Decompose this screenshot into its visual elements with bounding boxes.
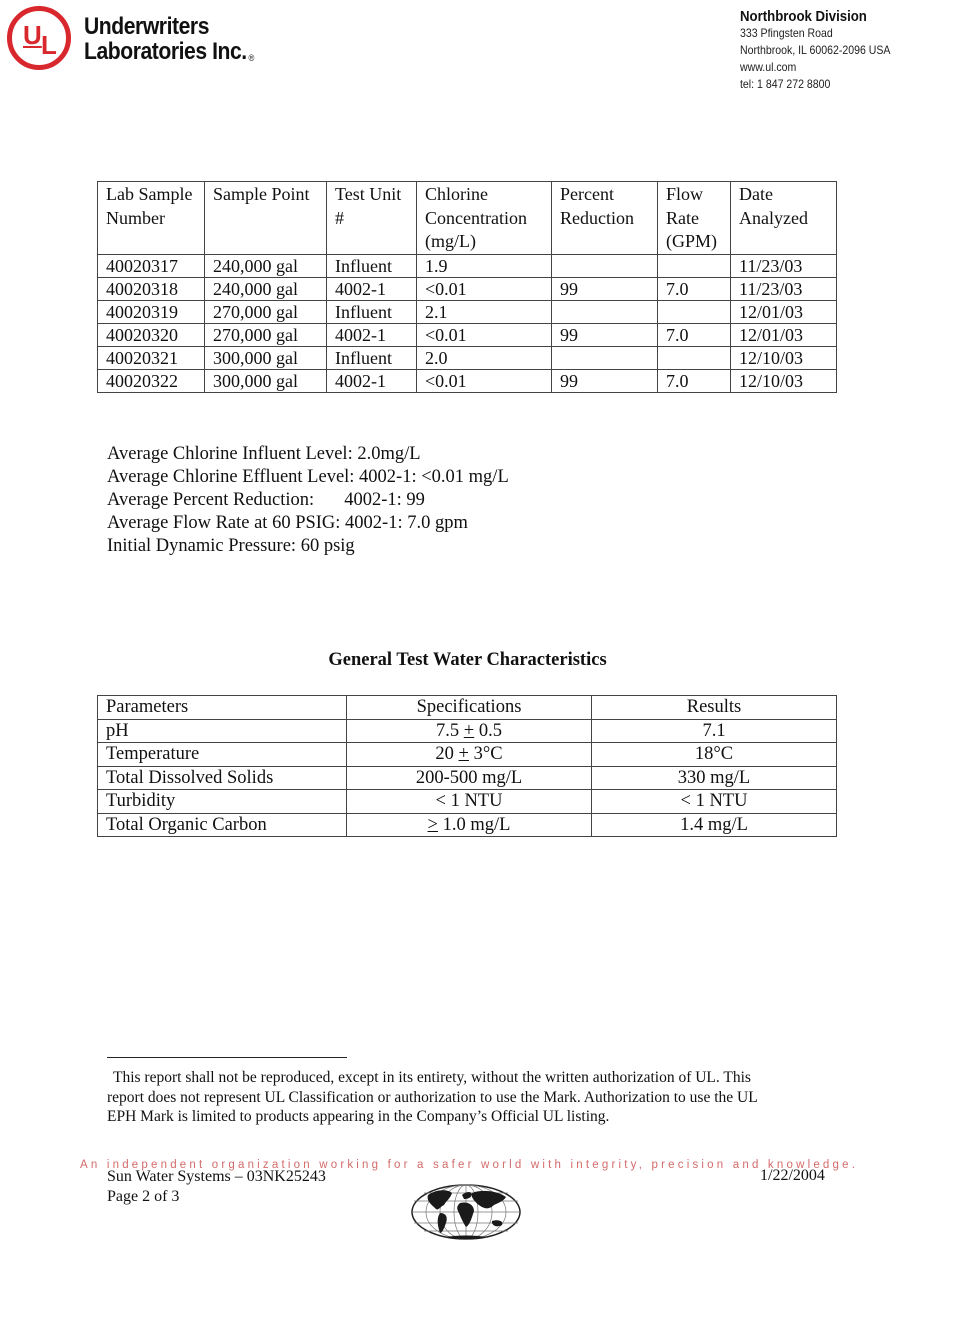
cell-specification (347, 766, 592, 790)
cell-reduction: 99 (552, 369, 658, 392)
spec-text: 0.5 (474, 720, 502, 741)
cell-date: 12/01/03 (731, 323, 837, 346)
division-phone: tel: 1 847 272 8800 (740, 77, 831, 91)
cell-lab-sample: 40020322 (98, 369, 205, 392)
col-parameters: Parameters (98, 696, 347, 720)
spec-text: 20 (435, 744, 459, 764)
col-flow-rate: Flow Rate (GPM) (658, 182, 731, 255)
footnote-divider (107, 1057, 347, 1058)
table-row (98, 743, 837, 767)
cell-sample-point: 270,000 gal (205, 300, 327, 323)
cell-chlorine: 1.9 (417, 254, 552, 277)
cell-lab-sample: 40020319 (98, 300, 205, 323)
ul-tagline: An independent organization working for a safer world with integrity, precision and knowledge. (80, 1159, 859, 1171)
spec-text: 1.0 mg/L (437, 814, 511, 835)
cell-chlorine: <0.01 (417, 369, 552, 392)
table-header-row (98, 696, 837, 720)
table-row (98, 300, 837, 323)
cell-result: 7.1 (592, 719, 837, 743)
cell-lab-sample: 40020317 (98, 254, 205, 277)
col-sample-point: Sample Point (205, 182, 327, 255)
cell-parameter: pH (98, 719, 347, 743)
cell-flow-rate (658, 254, 731, 277)
table-row (98, 766, 837, 790)
cell-lab-sample: 40020318 (98, 277, 205, 300)
summary-flow: Average Flow Rate at 60 PSIG: 4002-1: 7.0 gpm (107, 513, 468, 533)
cell-result: 330 mg/L (592, 766, 837, 790)
table-row (98, 346, 837, 369)
water-characteristics-title: General Test Water Characteristics (328, 650, 607, 670)
ul-logo (7, 6, 71, 70)
table-row (98, 790, 837, 814)
division-address-line-2: Northbrook, IL 60062-2096 USA (740, 43, 891, 57)
cell-sample-point: 270,000 gal (205, 323, 327, 346)
cell-flow-rate: 7.0 (658, 323, 731, 346)
cell-parameter: Temperature (98, 743, 347, 767)
cell-parameter: Total Dissolved Solids (98, 766, 347, 790)
cell-lab-sample: 40020321 (98, 346, 205, 369)
footer-date: 1/22/2004 (760, 1167, 825, 1184)
cell-flow-rate (658, 346, 731, 369)
table-row (98, 813, 837, 837)
cell-reduction (552, 254, 658, 277)
spec-text: 3°C (468, 744, 503, 764)
footer-page-number: Page 2 of 3 (107, 1188, 180, 1205)
cell-test-unit: 4002-1 (327, 323, 417, 346)
col-lab-sample-number: Lab Sample Number (98, 182, 205, 255)
greater-equal-icon: > (427, 814, 438, 835)
division-website: www.ul.com (740, 60, 797, 74)
cell-date: 11/23/03 (731, 254, 837, 277)
cell-chlorine: <0.01 (417, 323, 552, 346)
cell-flow-rate: 7.0 (658, 369, 731, 392)
company-line-2: Laboratories Inc. (84, 38, 247, 65)
cell-date: 12/01/03 (731, 300, 837, 323)
cell-reduction (552, 346, 658, 369)
cell-parameter: Total Organic Carbon (98, 813, 347, 837)
division-address (740, 8, 890, 93)
table-row (98, 323, 837, 346)
table-row (98, 369, 837, 392)
spec-text: < 1 NTU (435, 791, 503, 811)
cell-specification (347, 790, 592, 814)
registered-mark-icon: ® (248, 53, 254, 63)
cell-test-unit: Influent (327, 254, 417, 277)
col-specifications: Specifications (347, 696, 592, 720)
summary-reduction (107, 489, 509, 512)
cell-flow-rate (658, 300, 731, 323)
logo-letter-u: U (23, 20, 42, 50)
footer-client: Sun Water Systems – 03NK25243 (107, 1168, 326, 1185)
col-chlorine-concentration: Chlorine Concentration (mg/L) (417, 182, 552, 255)
disclaimer-line-3: EPH Mark is limited to products appearing in the Company’s Official UL listing. (107, 1108, 610, 1125)
summary-reduction-label: Average Percent Reduction: (107, 490, 315, 510)
cell-sample-point: 240,000 gal (205, 277, 327, 300)
summary-influent: Average Chlorine Influent Level: 2.0mg/L (107, 444, 421, 464)
cell-specification (347, 813, 592, 837)
cell-result: 1.4 mg/L (592, 813, 837, 837)
company-name (84, 14, 254, 71)
col-results: Results (592, 696, 837, 720)
cell-specification (347, 743, 592, 767)
chlorine-results-table (97, 181, 837, 393)
col-date-analyzed: Date Analyzed (731, 182, 837, 255)
summary-pressure: Initial Dynamic Pressure: 60 psig (107, 536, 355, 556)
disclaimer (107, 1068, 827, 1127)
cell-test-unit: 4002-1 (327, 369, 417, 392)
cell-date: 11/23/03 (731, 277, 837, 300)
spec-text: 7.5 (436, 720, 464, 741)
company-line-1: Underwriters (84, 13, 210, 40)
cell-flow-rate: 7.0 (658, 277, 731, 300)
division-address-line-1: 333 Pfingsten Road (740, 26, 833, 40)
plus-minus-icon: + (463, 720, 475, 741)
cell-reduction: 99 (552, 323, 658, 346)
water-characteristics-table (97, 695, 837, 837)
summary-reduction-value: 4002-1: 99 (344, 490, 425, 510)
disclaimer-line-2: report does not represent UL Classification or authorization to use the Mark. Authorization to use the UL (107, 1088, 758, 1106)
cell-sample-point: 300,000 gal (205, 369, 327, 392)
cell-date: 12/10/03 (731, 346, 837, 369)
disclaimer-line-1: This report shall not be reproduced, except in its entirety, without the written authorization of UL. This (113, 1069, 751, 1086)
cell-reduction (552, 300, 658, 323)
table-row (98, 719, 837, 743)
cell-sample-point: 240,000 gal (205, 254, 327, 277)
cell-test-unit: 4002-1 (327, 277, 417, 300)
cell-specification (347, 719, 592, 743)
spec-text: 200-500 mg/L (415, 767, 523, 788)
globe-icon (410, 1183, 522, 1241)
cell-chlorine: <0.01 (417, 277, 552, 300)
table-header-row (98, 182, 837, 255)
division-title: Northbrook Division (740, 8, 867, 25)
table-row (98, 277, 837, 300)
results-summary (107, 443, 509, 558)
cell-chlorine: 2.1 (417, 300, 552, 323)
cell-result: < 1 NTU (592, 790, 837, 814)
cell-chlorine: 2.0 (417, 346, 552, 369)
table-row (98, 254, 837, 277)
logo-letter-l: L (41, 30, 57, 60)
col-percent-reduction: Percent Reduction (552, 182, 658, 255)
cell-date: 12/10/03 (731, 369, 837, 392)
cell-test-unit: Influent (327, 346, 417, 369)
cell-lab-sample: 40020320 (98, 323, 205, 346)
footer-info (107, 1167, 326, 1207)
plus-minus-icon: + (458, 744, 469, 764)
cell-sample-point: 300,000 gal (205, 346, 327, 369)
cell-parameter: Turbidity (98, 790, 347, 814)
cell-reduction: 99 (552, 277, 658, 300)
summary-effluent: Average Chlorine Effluent Level: 4002-1: <0.01 mg/L (107, 467, 509, 487)
cell-test-unit: Influent (327, 300, 417, 323)
col-test-unit: Test Unit # (327, 182, 417, 255)
cell-result: 18°C (592, 743, 837, 767)
